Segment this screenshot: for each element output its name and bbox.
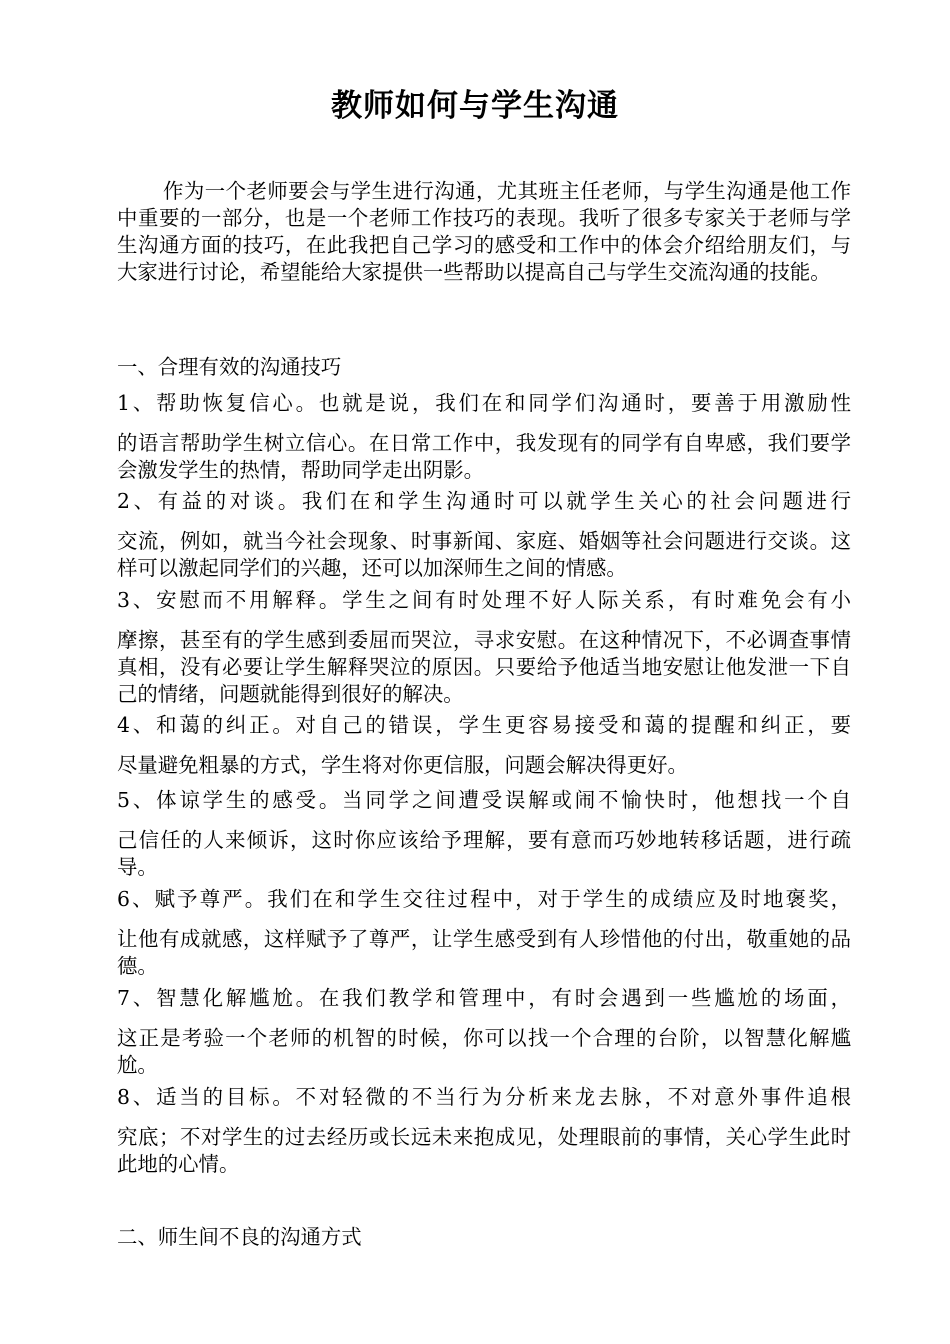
list-item-7 (117, 985, 851, 1079)
list-item-5-lead: 5、体谅学生的感受。当同学之间遭受误解或闹不愉快时，他想找一个自 (117, 788, 851, 812)
list-item-8-body: 究底；不对学生的过去经历或长远未来抱成见，处理眼前的事情，关心学生此时此地的心情。 (117, 1125, 851, 1176)
list-item-3-lead: 3、安慰而不用解释。学生之间有时处理不好人际关系，有时难免会有小 (117, 588, 851, 612)
list-item-3 (117, 587, 851, 708)
list-item-5 (117, 787, 851, 881)
list-item-1-body: 的语言帮助学生树立信心。在日常工作中，我发现有的同学有自卑感，我们要学会激发学生的热情，帮助同学走出阴影。 (117, 431, 851, 482)
list-item-7-body: 这正是考验一个老师的机智的时候，你可以找一个合理的台阶，以智慧化解尴尬。 (117, 1026, 851, 1077)
list-item-2-body: 交流，例如，就当今社会现象、时事新闻、家庭、婚姻等社会问题进行交谈。这样可以激起同学们的兴趣，还可以加深师生之间的情感。 (117, 529, 851, 580)
list-item-6-lead: 6、赋予尊严。我们在和学生交往过程中，对于学生的成绩应及时地褒奖， (117, 887, 851, 911)
list-item-6 (117, 886, 851, 980)
list-item-8 (117, 1084, 851, 1178)
list-item-4 (117, 712, 851, 779)
section-heading-1: 一、合理有效的沟通技巧 (117, 355, 342, 379)
list-item-2-lead: 2、有益的对谈。我们在和学生沟通时可以就学生关心的社会问题进行 (117, 489, 851, 513)
section-heading-2: 二、师生间不良的沟通方式 (117, 1225, 362, 1249)
list-item-7-lead: 7、智慧化解尴尬。在我们教学和管理中，有时会遇到一些尴尬的场面， (117, 986, 851, 1010)
list-item-3-body: 摩擦，甚至有的学生感到委屈而哭泣，寻求安慰。在这种情况下，不必调查事情真相，没有必要让学生解释哭泣的原因。只要给予他适当地安慰让他发泄一下自己的情绪，问题就能得到很好的解决。 (117, 628, 851, 706)
list-item-5-body: 己信任的人来倾诉，这时你应该给予理解，要有意而巧妙地转移话题，进行疏导。 (117, 828, 851, 879)
list-item-4-lead: 4、和蔼的纠正。对自己的错误，学生更容易接受和蔼的提醒和纠正，要 (117, 713, 851, 737)
intro-paragraph: 作为一个老师要会与学生进行沟通，尤其班主任老师，与学生沟通是他工作中重要的一部分，也是一个老师工作技巧的表现。我听了很多专家关于老师与学生沟通方面的技巧，在此我把自己学习的感受和工作中的体会介绍给朋友们，与大家进行讨论，希望能给大家提供一些帮助以提高自己与学生交流沟通的技能。 (117, 179, 851, 284)
list-item-2 (117, 488, 851, 582)
document-title: 教师如何与学生沟通 (331, 88, 619, 124)
list-item-1-lead: 1、帮助恢复信心。也就是说，我们在和同学们沟通时，要善于用激励性 (117, 391, 851, 415)
list-item-8-lead: 8、适当的目标。不对轻微的不当行为分析来龙去脉，不对意外事件追根 (117, 1085, 851, 1109)
list-item-6-body: 让他有成就感，这样赋予了尊严，让学生感受到有人珍惜他的付出，敬重她的品德。 (117, 927, 851, 978)
list-item-4-body: 尽量避免粗暴的方式，学生将对你更信服，问题会解决得更好。 (117, 753, 688, 777)
list-item-1 (117, 390, 851, 484)
